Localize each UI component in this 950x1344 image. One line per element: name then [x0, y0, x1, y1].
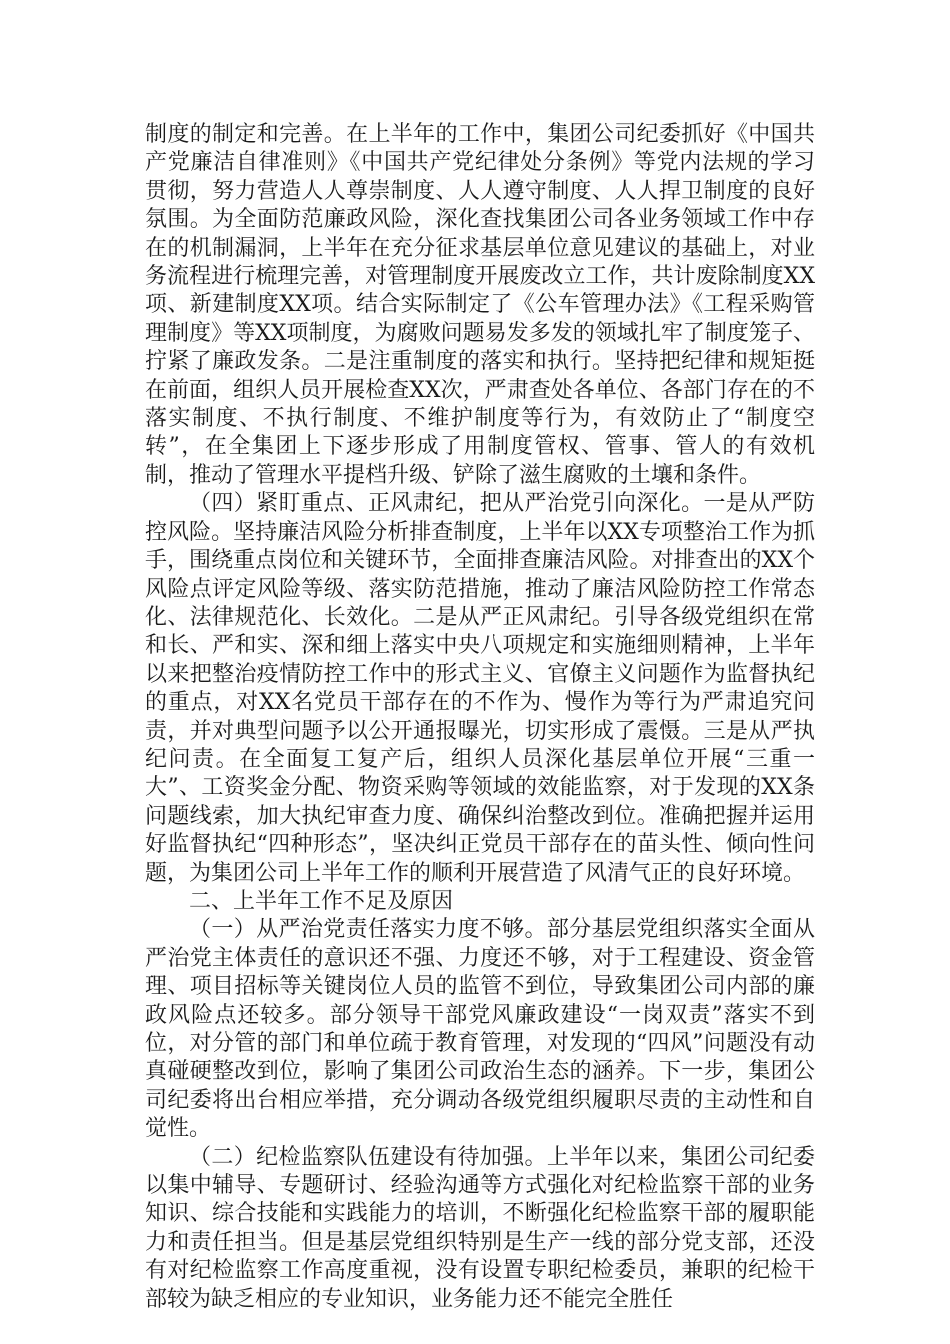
- section-heading-shortcomings: 二、上半年工作不足及原因: [189, 888, 454, 914]
- paragraph-shortcoming-one: （一）从严治党责任落实力度不够。部分基层党组织落实全面从严治党主体责任的意识还不强、力度还不够，对于工程建设、资金管理、项目招标等关键岗位人员的监管不到位，导致集团公司内部的廉政风险点还较多。部分领导干部党风廉政建设“一岗双责”落实不到位，对分管的部门和单位疏于教育管理，对发现的“四风”问题没有动真碰硬整改到位，影响了集团公司政治生态的涵养。下一步，集团公司纪委将出台相应举措，充分调动各级党组织履职尽责的主动性和自觉性。: [145, 917, 815, 1142]
- paragraph-shortcoming-two: （二）纪检监察队伍建设有待加强。上半年以来，集团公司纪委以集中辅导、专题研讨、经验沟通等方式强化对纪检监察干部的业务知识、综合技能和实践能力的培训，不断强化纪检监察干部的履职能力和责任担当。但是基层党组织特别是生产一线的部分党支部，还没有对纪检监察工作高度重视，没有设置专职纪检委员，兼职的纪检干部较为缺乏相应的专业知识，业务能力还不能完全胜任: [145, 1144, 815, 1312]
- paragraph-institution-building: 制度的制定和完善。在上半年的工作中，集团公司纪委抓好《中国共产党廉洁自律准则》《中国共产党纪律处分条例》等党内法规的学习贯彻，努力营造人人尊崇制度、人人遵守制度、人人捍卫制度的良好氛围。为全面防范廉政风险，深化查找集团公司各业务领域工作中存在的机制漏洞，上半年在充分征求基层单位意见建议的基础上，对业务流程进行梳理完善，对管理制度开展废改立工作，共计废除制度XX项、新建制度XX项。结合实际制定了《公车管理办法》《工程采购管理制度》等XX项制度，为腐败问题易发多发的领域扎牢了制度笼子、拧紧了廉政发条。二是注重制度的落实和执行。坚持把纪律和规矩挺在前面，组织人员开展检查XX次，严肃查处各单位、各部门存在的不落实制度、不执行制度、不维护制度等行为，有效防止了“制度空转”，在全集团上下逐步形成了用制度管权、管事、管人的有效机制，推动了管理水平提档升级、铲除了滋生腐败的土壤和条件。: [145, 122, 815, 488]
- document-page: [145, 121, 815, 1314]
- paragraph-section-four: （四）紧盯重点、正风肃纪，把从严治党引向深化。一是从严防控风险。坚持廉洁风险分析排查制度，上半年以XX专项整治工作为抓手，围绕重点岗位和关键环节，全面排查廉洁风险。对排查出的XX个风险点评定风险等级、落实防范措施，推动了廉洁风险防控工作常态化、法律规范化、长效化。二是从严正风肃纪。引导各级党组织在常和长、严和实、深和细上落实中央八项规定和实施细则精神，上半年以来把整治疫情防控工作中的形式主义、官僚主义问题作为监督执纪的重点，对XX名党员干部存在的不作为、慢作为等行为严肃追究问责，并对典型问题予以公开通报曝光，切实形成了震慑。三是从严执纪问责。在全面复工复产后，组织人员深化基层单位开展“三重一大”、工资奖金分配、物资采购等领域的效能监察，对于发现的XX条问题线索，加大执纪审查力度、确保纠治整改到位。准确把握并运用好监督执纪“四种形态”，坚决纠正党员干部存在的苗头性、倾向性问题，为集团公司上半年工作的顺利开展营造了风清气正的良好环境。: [145, 491, 815, 886]
